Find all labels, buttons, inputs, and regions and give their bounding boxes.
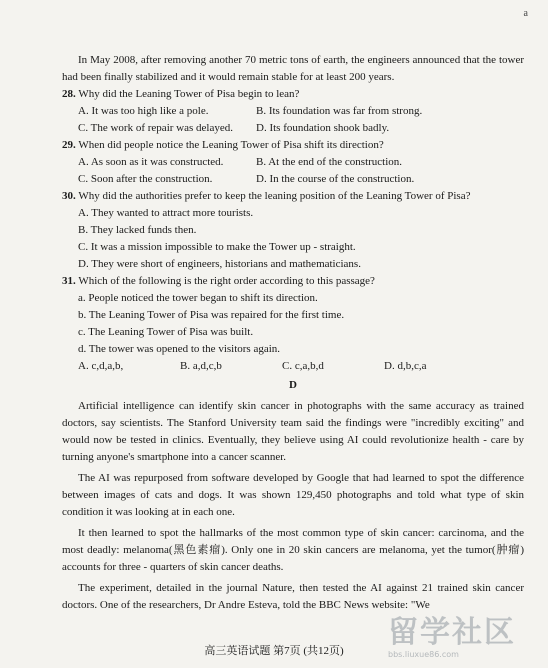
option-b: B. They lacked funds then. — [78, 224, 197, 236]
option-a: A. As soon as it was constructed. — [78, 156, 224, 168]
answer-option-c: C. c,a,b,d — [282, 360, 324, 372]
corner-mark: a — [523, 8, 528, 19]
answer-options-row — [78, 358, 524, 375]
section-heading: D — [289, 379, 297, 391]
statement-a: a. People noticed the tower began to shift its direction. — [78, 292, 318, 304]
intro-paragraph — [62, 52, 524, 86]
answer-option-d: D. d,b,c,a — [384, 360, 427, 372]
options-row — [78, 171, 524, 188]
question-number: 31. — [62, 275, 76, 287]
statement-d: d. The tower was opened to the visitors again. — [78, 343, 281, 355]
question-stem: Which of the following is the right order according to this passage? — [78, 275, 375, 287]
answer-option-b: B. a,d,c,b — [180, 360, 222, 372]
question-31 — [62, 273, 524, 290]
option-b: B. At the end of the construction. — [256, 156, 403, 168]
page-footer: 高三英语试题 第7页 (共12页) — [204, 645, 344, 657]
option-c: C. The work of repair was delayed. — [78, 122, 233, 134]
question-stem: Why did the Leaning Tower of Pisa begin to lean? — [78, 88, 300, 100]
watermark-logo — [388, 616, 538, 662]
passage-paragraph-3: It then learned to spot the hallmarks of the most common type of skin cancer: carcinoma, and the most deadly: melanoma(黑色素瘤). Only one in 20 skin cancers are melanoma, yet the tumor(肿瘤) accounts for three - quarters of skin cancer deaths. — [62, 527, 524, 573]
options-row — [78, 103, 524, 120]
option-d: D. In the course of the construction. — [256, 173, 415, 185]
option-c: C. It was a mission impossible to make the Tower up - straight. — [78, 241, 356, 253]
option-d: D. Its foundation shook badly. — [256, 122, 390, 134]
answer-option-a: A. c,d,a,b, — [78, 360, 124, 372]
intro-line-1: In May 2008, after removing another 70 metric tons of earth, the engineers announced that — [78, 54, 480, 66]
passage-paragraph-2: The AI was repurposed from software developed by Google that had learned to spot the difference between images of cats and dogs. It was shown 129,450 photographs and told what type of skin condition it was looking at in each one. — [62, 472, 524, 518]
passage-paragraph-4: The experiment, detailed in the journal Nature, then tested the AI against 21 trained skin cancer doctors. One of the researchers, Dr Andre Esteva, told the BBC News website: "We — [62, 582, 524, 611]
options-row — [78, 120, 524, 137]
question-number: 29. — [62, 139, 76, 151]
option-c: C. Soon after the construction. — [78, 173, 213, 185]
option-d: D. They were short of engineers, historians and mathematicians. — [78, 258, 361, 270]
option-a: A. It was too high like a pole. — [78, 105, 209, 117]
watermark-text: 留学社区 — [388, 615, 516, 650]
statement-c: c. The Leaning Tower of Pisa was built. — [78, 326, 254, 338]
question-28 — [62, 86, 524, 103]
question-number: 30. — [62, 190, 76, 202]
question-number: 28. — [62, 88, 76, 100]
question-stem: When did people notice the Leaning Tower of Pisa shift its direction? — [78, 139, 384, 151]
question-30 — [62, 188, 524, 205]
watermark-url: bbs.liuxue86.com — [388, 650, 459, 659]
passage-paragraph-1: Artificial intelligence can identify skin cancer in photographs with the same accuracy as trained doctors, say scientists. The Stanford University team said the findings were "incredibly exciting" and would now be tested in clinics. Eventually, they believe using AI could revolutionize health - care by turning anyone's smartphone into a cancer scanner. — [62, 400, 524, 463]
options-row — [78, 154, 524, 171]
question-29 — [62, 137, 524, 154]
page-content — [62, 52, 524, 614]
option-b: B. Its foundation was far from strong. — [256, 105, 423, 117]
option-a: A. They wanted to attract more tourists. — [78, 207, 254, 219]
intro-line-2: the tower had been finally stabilized and it would remain stable for at least 200 years. — [62, 54, 525, 83]
question-stem: Why did the authorities prefer to keep the leaning position of the Leaning Tower of Pisa? — [78, 190, 471, 202]
statement-b: b. The Leaning Tower of Pisa was repaired for the first time. — [78, 309, 345, 321]
